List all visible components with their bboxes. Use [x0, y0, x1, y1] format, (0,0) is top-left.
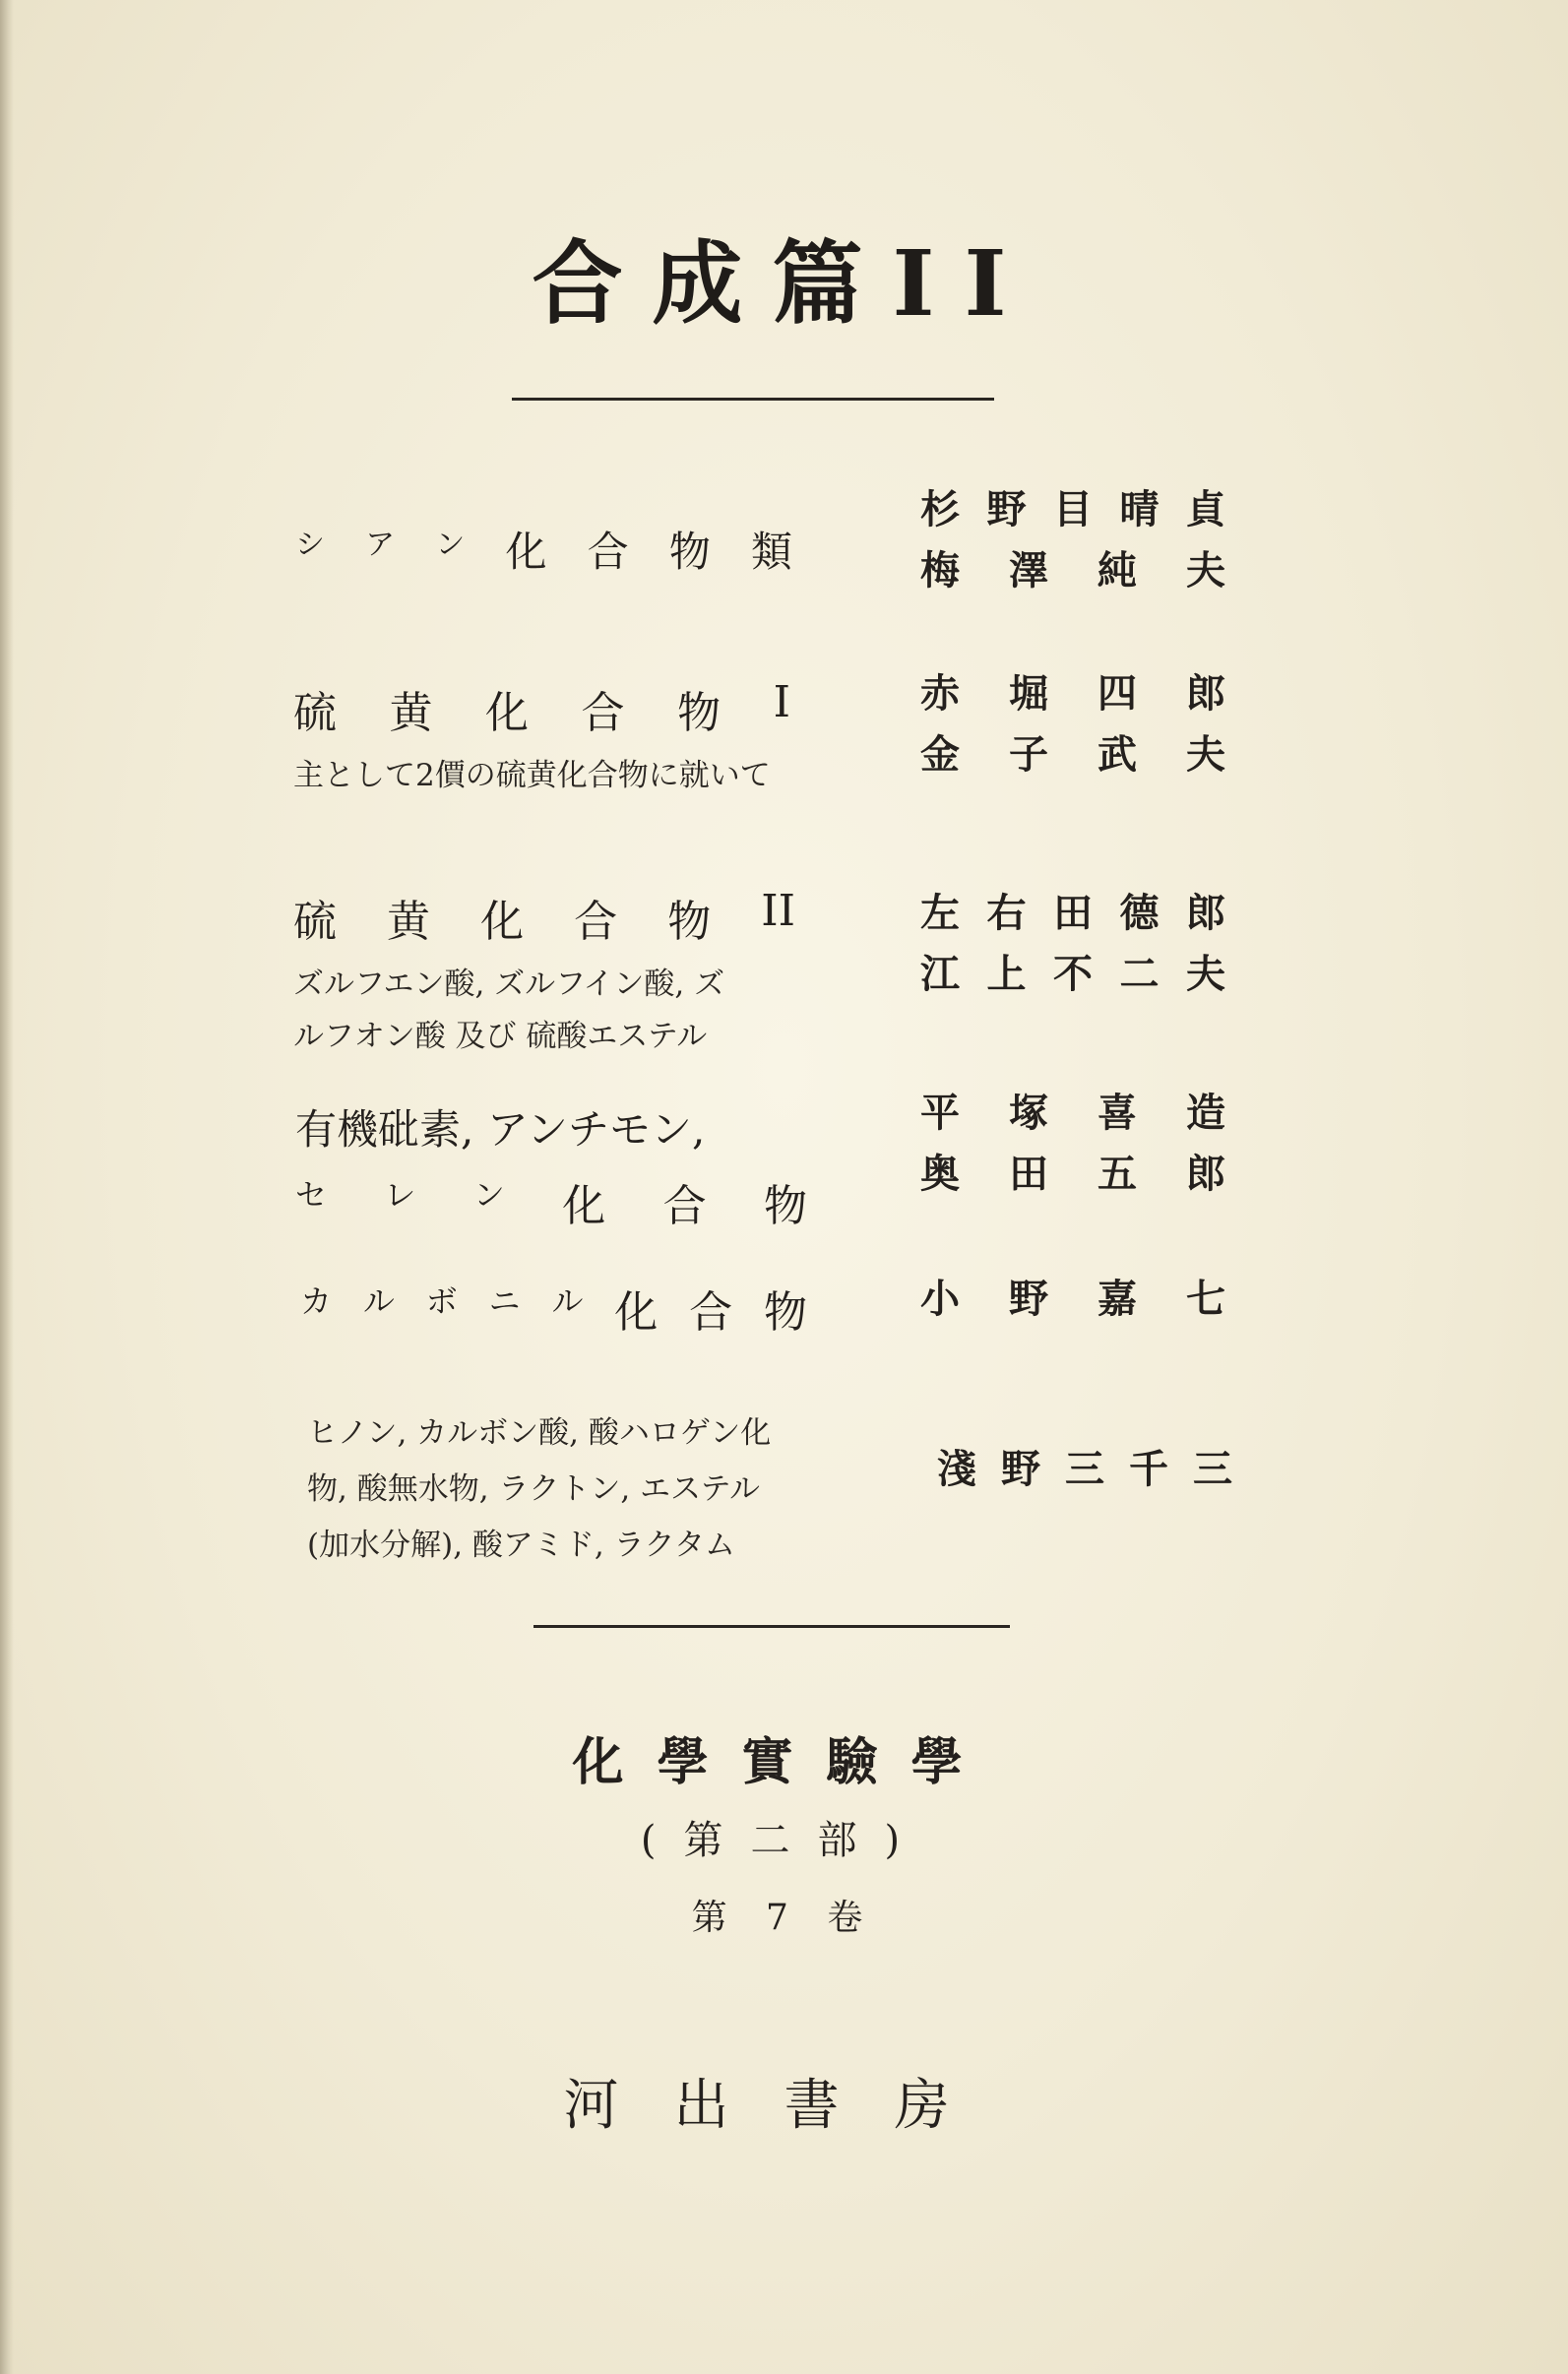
entry-authors-2 — [920, 663, 1225, 785]
contents-entry-2 — [293, 677, 790, 794]
entry-title: 硫 黄 化 合 物 I — [293, 677, 790, 738]
top-divider — [512, 398, 994, 401]
author-name: 金 子 武 夫 — [920, 731, 1225, 778]
page-edge-shadow — [0, 0, 14, 2374]
author-name: 小 野 嘉 七 — [920, 1276, 1225, 1322]
author-name: 淺 野 三 千 三 — [937, 1446, 1232, 1492]
author-name: 奥 田 五 郎 — [920, 1151, 1225, 1197]
entry-title: カ ル ボ ニ ル 化 合 物 — [300, 1282, 807, 1338]
author-name: 杉 野 目 晴 貞 — [920, 486, 1225, 532]
entry-title: 硫 黄 化 合 物 II — [293, 886, 795, 947]
entry-subtitle: ルフオン酸 及び 硫酸エステル — [293, 1019, 708, 1054]
entry-authors-1 — [920, 479, 1225, 601]
volume-number: 第 7 卷 — [691, 1898, 877, 1938]
entry-title: シ ア ン 化 合 物 類 — [295, 528, 792, 576]
entry-subtitle: ヒノン, カルボン酸, 酸ハロゲン化 — [307, 1415, 772, 1451]
bottom-divider — [533, 1625, 1010, 1628]
entry-subtitle: (加水分解), 酸アミド, ラクタム — [307, 1528, 735, 1563]
contents-entry-5 — [300, 1277, 807, 1340]
publisher-name: 河出書房 — [563, 2074, 1005, 2138]
entry-authors-6 — [937, 1439, 1232, 1500]
contents-entry-4 — [295, 1097, 807, 1233]
author-name: 江 上 不 二 夫 — [920, 951, 1225, 997]
entry-authors-3 — [920, 883, 1225, 1005]
series-part: (第二部) — [640, 1818, 928, 1863]
entry-subtitle: 主として2價の硫黄化合物に就いて — [293, 758, 771, 793]
contents-entry-1 — [295, 520, 792, 579]
entry-authors-5 — [920, 1269, 1225, 1330]
entry-title: 有機砒素, アンチモン, — [295, 1105, 706, 1154]
entry-subtitle: ズルフエン酸, ズルフイン酸, ズ — [293, 967, 725, 1002]
author-name: 平 塚 喜 造 — [920, 1090, 1225, 1136]
contents-entry-3 — [293, 886, 795, 1055]
page-title: 合成篇II — [532, 230, 1036, 337]
author-name: 梅 澤 純 夫 — [920, 547, 1225, 594]
series-title: 化學實驗學 — [572, 1732, 996, 1792]
entry-subtitle: 物, 酸無水物, ラクトン, エステル — [307, 1471, 760, 1507]
author-name: 左 右 田 德 郎 — [920, 890, 1225, 936]
entry-authors-4 — [920, 1083, 1225, 1205]
entry-title-line-2: セ レ ン 化 合 物 — [295, 1176, 807, 1231]
author-name: 赤 堀 四 郎 — [920, 670, 1225, 717]
contents-entry-6 — [307, 1407, 819, 1564]
